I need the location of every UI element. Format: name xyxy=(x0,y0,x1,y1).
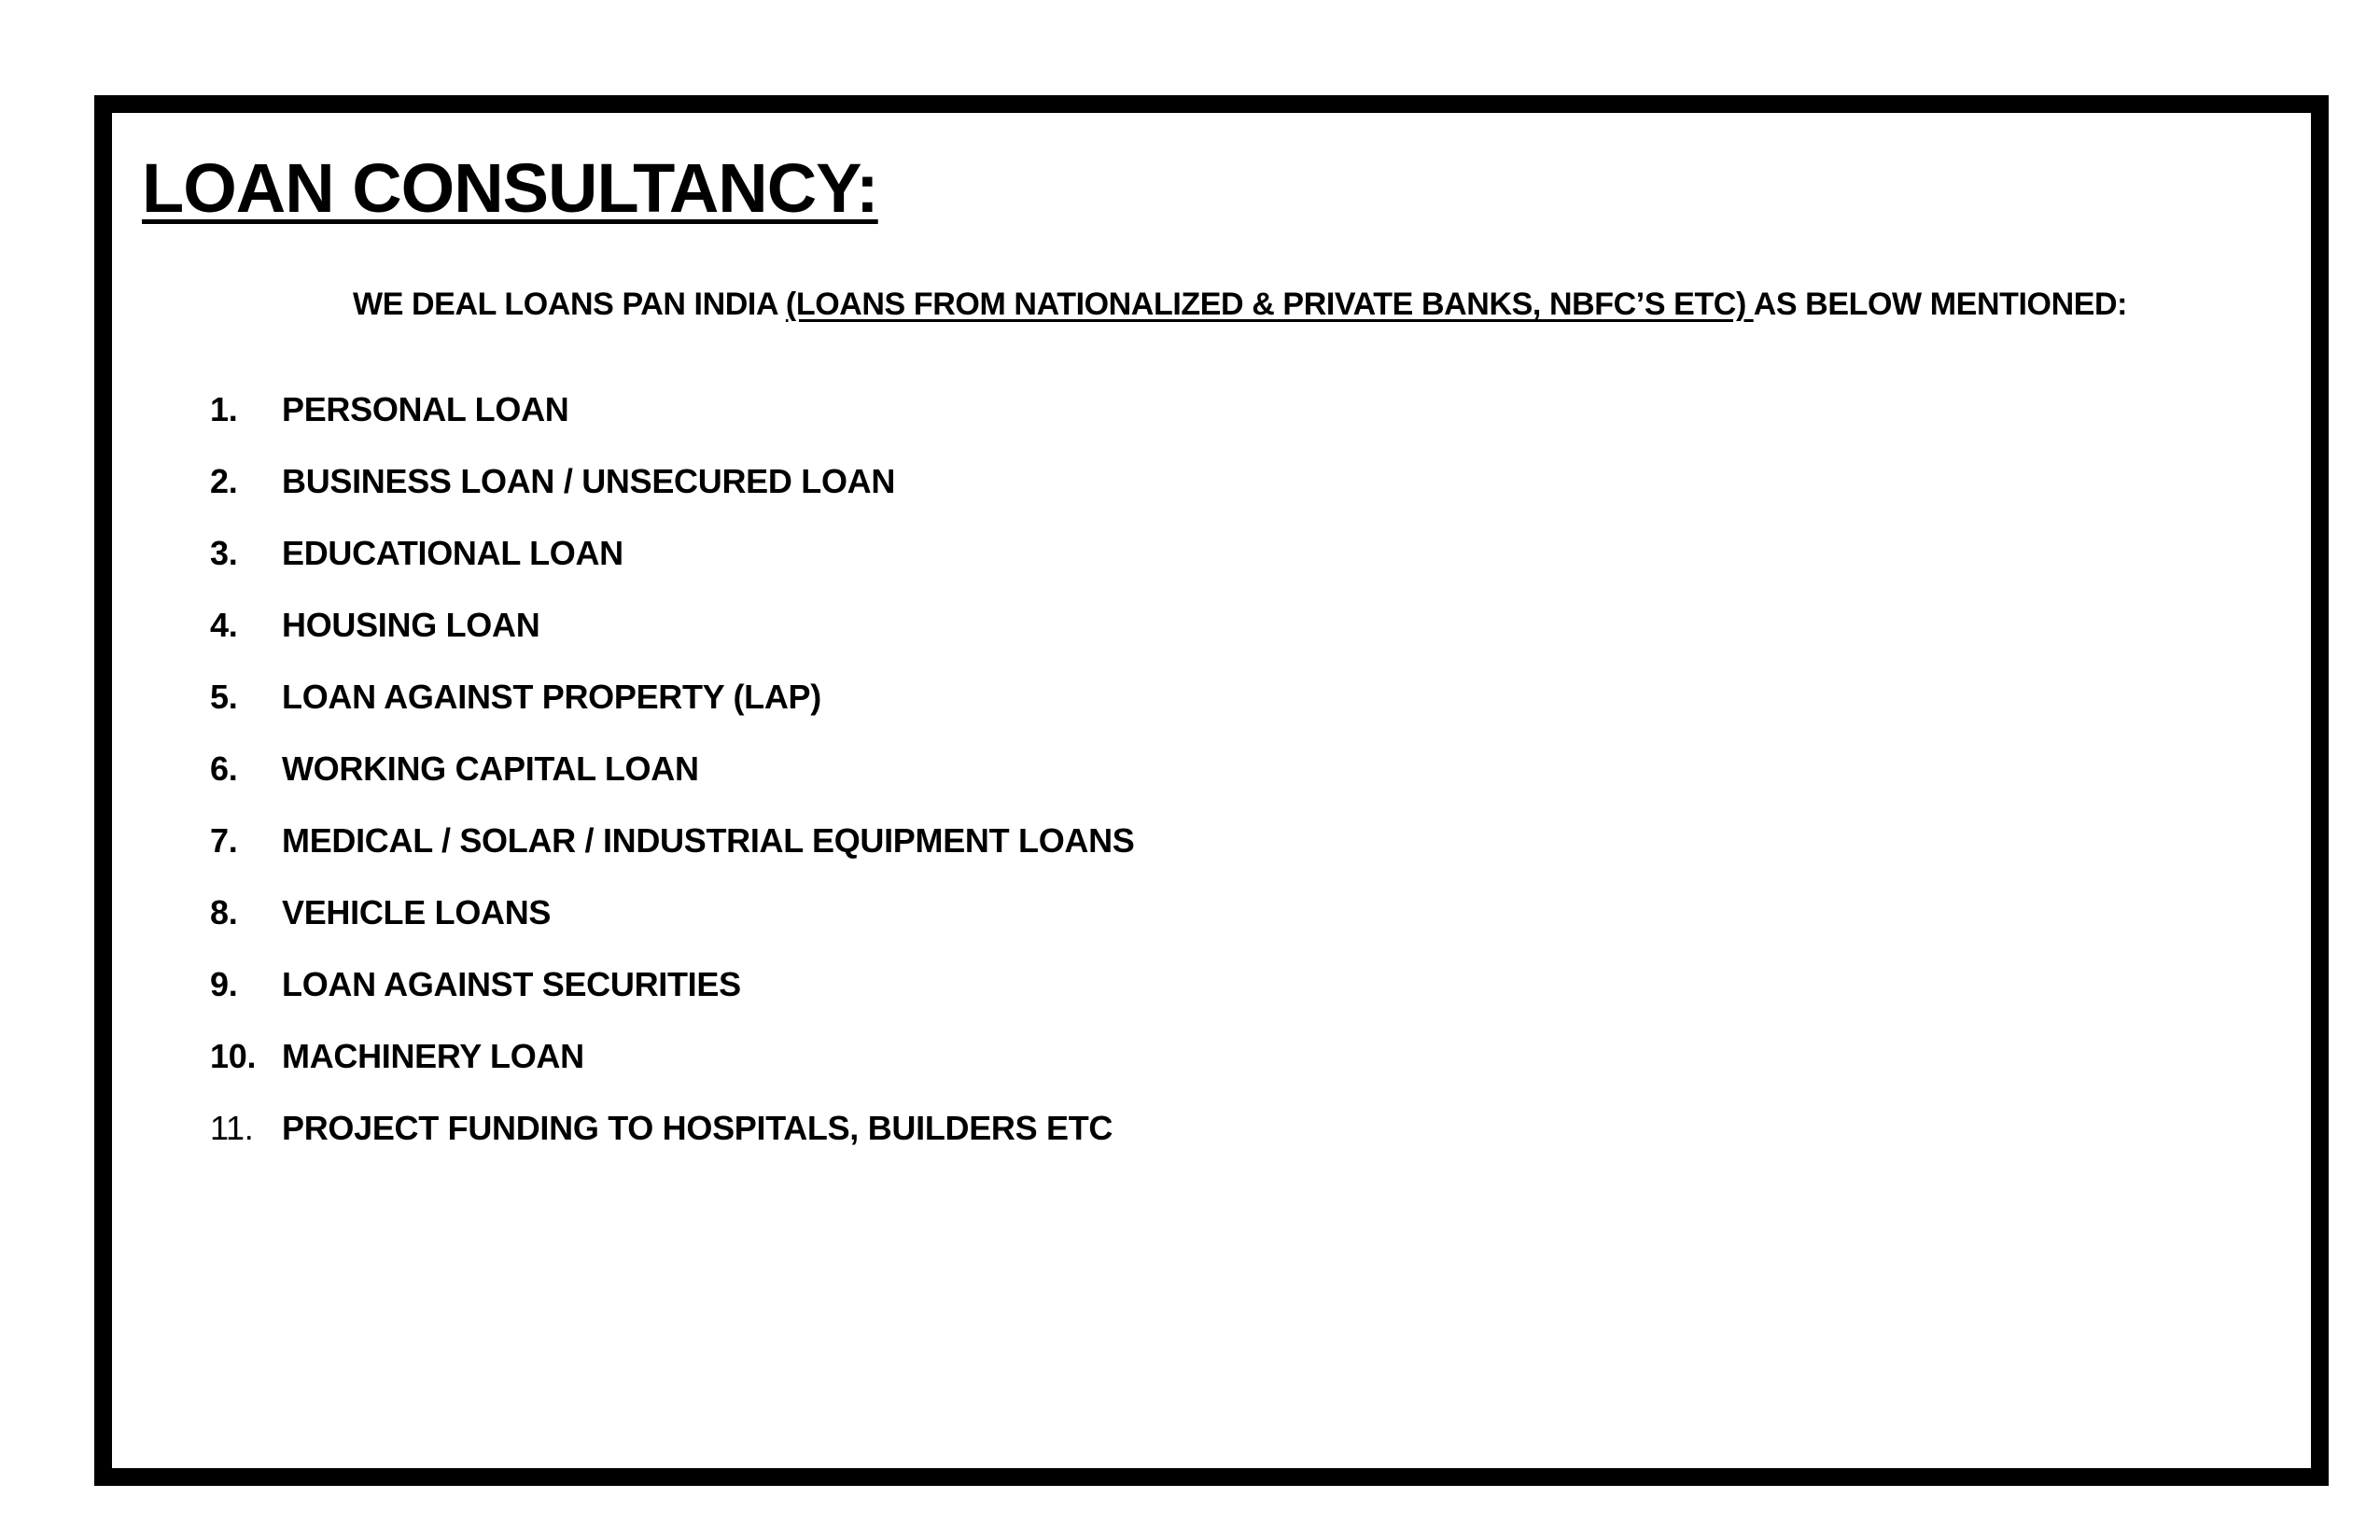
list-item-label: MEDICAL / SOLAR / INDUSTRIAL EQUIPMENT LOANS xyxy=(282,820,1135,860)
list-item xyxy=(210,876,1135,948)
list-item xyxy=(210,661,1135,733)
list-item-label: LOAN AGAINST SECURITIES xyxy=(282,964,741,1003)
list-item-number: 4. xyxy=(210,605,238,644)
loan-list xyxy=(210,373,1135,1164)
list-item-number: 5. xyxy=(210,677,238,716)
list-item-label: MACHINERY LOAN xyxy=(282,1036,584,1075)
list-item-number: 11. xyxy=(210,1108,254,1147)
list-item-label: PROJECT FUNDING TO HOSPITALS, BUILDERS ETC xyxy=(282,1108,1113,1147)
page-title: LOAN CONSULTANCY: xyxy=(142,149,878,227)
list-item xyxy=(210,445,1135,517)
list-item xyxy=(210,805,1135,876)
list-item-label: VEHICLE LOANS xyxy=(282,892,552,931)
list-item xyxy=(210,373,1135,445)
list-item-label: BUSINESS LOAN / UNSECURED LOAN xyxy=(282,461,896,500)
list-item-number: 9. xyxy=(210,964,238,1003)
intro-suffix: AS BELOW MENTIONED: xyxy=(1753,287,2128,322)
list-item xyxy=(210,589,1135,661)
list-item-label: LOAN AGAINST PROPERTY (LAP) xyxy=(282,677,821,716)
list-item xyxy=(210,517,1135,589)
list-item xyxy=(210,1020,1135,1092)
list-item-label: HOUSING LOAN xyxy=(282,605,540,644)
list-item-number: 6. xyxy=(210,749,238,788)
list-item-number: 2. xyxy=(210,461,238,500)
intro-underlined: (LOANS FROM NATIONALIZED & PRIVATE BANKS, NBFC’S ETC) xyxy=(785,287,1754,322)
list-item xyxy=(210,733,1135,805)
list-item-number: 10. xyxy=(210,1036,257,1075)
intro-prefix: WE DEAL LOANS PAN INDIA xyxy=(353,287,786,322)
intro-text xyxy=(353,283,2127,326)
list-item-label: EDUCATIONAL LOAN xyxy=(282,533,623,572)
list-item-number: 1. xyxy=(210,389,238,428)
list-item xyxy=(210,1092,1135,1164)
list-item-number: 8. xyxy=(210,892,238,931)
list-item-label: PERSONAL LOAN xyxy=(282,389,569,428)
list-item xyxy=(210,948,1135,1020)
list-item-number: 7. xyxy=(210,820,238,860)
list-item-number: 3. xyxy=(210,533,238,572)
list-item-label: WORKING CAPITAL LOAN xyxy=(282,749,699,788)
